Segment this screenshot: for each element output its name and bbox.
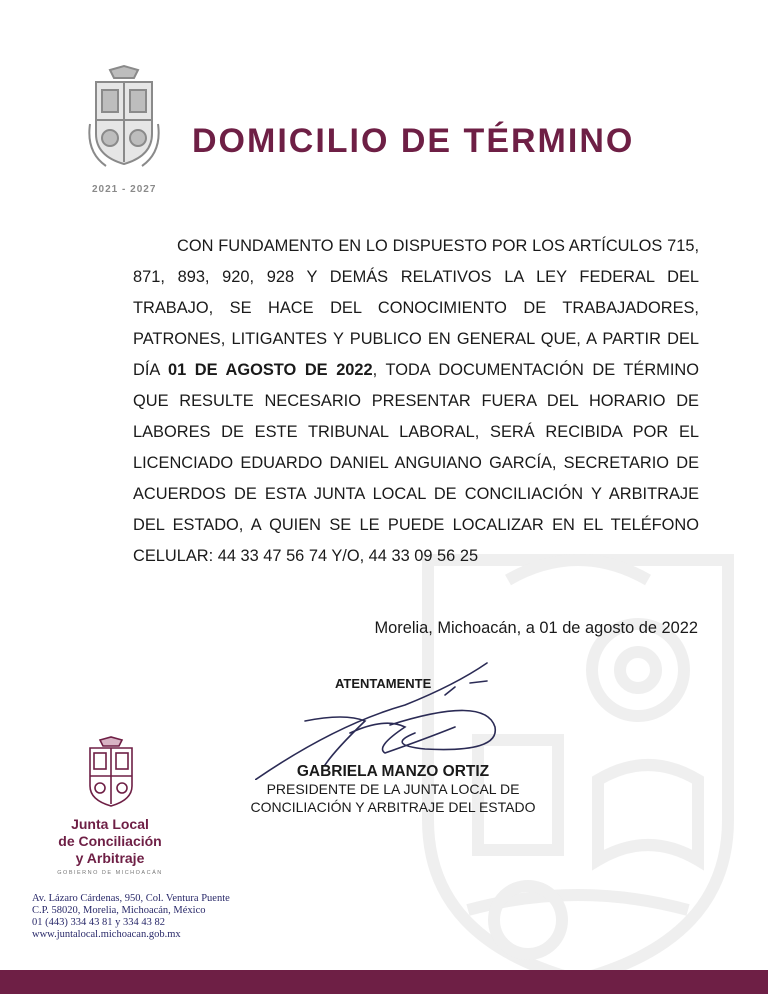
signer-title-line1: PRESIDENTE DE LA JUNTA LOCAL DE: [266, 781, 520, 797]
organization-name-line3: y Arbitraje: [75, 850, 145, 866]
notice-text-part2: , TODA DOCUMENTACIÓN DE TÉRMINO QUE RESULTE NECESARIO PRESENTAR FUERA DEL HORARIO DE LABORES DE ESTE TRIBUNAL LABORAL, SERÁ RECIBIDA POR EL LICENCIADO EDUARDO DANIEL ANGUIANO GARCÍA, SECRETARIO DE ACUERDOS DE ESTA JUNTA LOCAL DE CONCILIACIÓN Y ARBITRAJE DEL ESTADO, A QUIEN SE LE PUEDE LOCALIZAR EN EL TELÉFONO CELULAR: 44 33 47 56 74 Y/O, 44 33 09 56 25: [133, 361, 699, 565]
notice-body: [133, 231, 699, 572]
organization-name-line2: de Conciliación: [58, 833, 162, 849]
address-block: [32, 893, 230, 941]
state-coat-of-arms-icon: [86, 64, 162, 172]
address-line1: Av. Lázaro Cárdenas, 950, Col. Ventura Puente: [32, 893, 230, 904]
notice-effective-date: 01 DE AGOSTO DE 2022: [168, 361, 373, 379]
place-date: Morelia, Michoacán, a 01 de agosto de 2022: [374, 619, 698, 637]
closing-salutation: ATENTAMENTE: [335, 676, 432, 691]
notice-text-part1: CON FUNDAMENTO EN LO DISPUESTO POR LOS ARTÍCULOS 715, 871, 893, 920, 928 Y DEMÁS RELATIVOS LA LEY FEDERAL DEL TRABAJO, SE HACE DEL CONOCIMIENTO DE TRABAJADORES, PATRONES, LITIGANTES Y PUBLICO EN GENERAL QUE, A PARTIR DEL DÍA: [133, 237, 699, 379]
address-website: www.juntalocal.michoacan.gob.mx: [32, 929, 181, 940]
government-label: GOBIERNO DE MICHOACÁN: [57, 870, 163, 876]
page-title: DOMICILIO DE TÉRMINO: [192, 122, 635, 160]
signer-title-line2: CONCILIACIÓN Y ARBITRAJE DEL ESTADO: [250, 799, 536, 815]
organization-name: [40, 816, 180, 867]
signer-name: GABRIELA MANZO ORTIZ: [296, 763, 490, 780]
organization-name-line1: Junta Local: [71, 816, 149, 832]
address-phone: 01 (443) 334 43 81 y 334 43 82: [32, 917, 165, 928]
handwritten-signature: [255, 655, 505, 780]
administration-years: 2021 - 2027: [92, 184, 157, 195]
footer-bar: [0, 970, 768, 994]
address-line2: C.P. 58020, Morelia, Michoacán, México: [32, 905, 206, 916]
junta-seal-icon: [86, 736, 136, 808]
